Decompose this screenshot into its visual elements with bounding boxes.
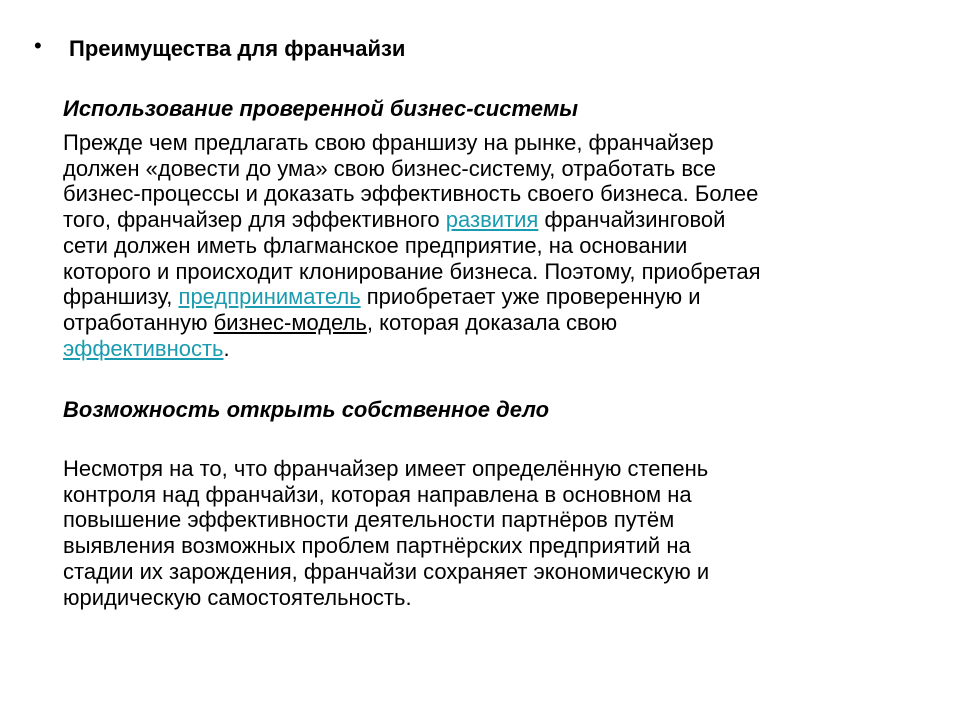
text-line: должен «довести до ума» свою бизнес-систему, отработать все [63, 155, 717, 181]
text-fragment: приобретает уже проверенную и [360, 284, 701, 310]
text-line: бизнес-процессы и доказать эффективность своего бизнеса. Более [63, 181, 759, 207]
text-line: Несмотря на то, что франчайзер имеет определённую степень [63, 456, 709, 481]
text-fragment: того, франчайзер для эффективного [63, 207, 446, 233]
text-fragment: , которая доказала свою [366, 309, 618, 335]
slide-heading: Преимущества для франчайзи [69, 36, 406, 61]
text-line: стадии их зарождения, франчайзи сохраняет экономическую и [63, 558, 710, 584]
text-fragment: франшизу, [63, 284, 179, 310]
text-line: которого и происходит клонирование бизнеса. Поэтому, приобретая [63, 258, 761, 284]
section-title-proven-system: Использование проверенной бизнес-системы [63, 96, 579, 121]
bullet-item [34, 33, 914, 67]
link-predprinimatel[interactable]: предприниматель [178, 284, 361, 310]
link-biznes-model[interactable]: бизнес-модель [213, 309, 367, 335]
text-line: сети должен иметь флагманское предприятие, на основании [63, 232, 688, 258]
text-line [63, 309, 912, 336]
link-effektivnost[interactable]: эффективность [63, 335, 224, 361]
bullet-dot-icon: • [34, 33, 42, 58]
text-line: контроля над франчайзи, которая направлена в основном на [63, 481, 692, 507]
text-line [63, 284, 912, 310]
text-line [63, 207, 912, 233]
text-line: выявления возможных проблем партнёрских предприятий на [63, 533, 691, 559]
paragraph-own-business [63, 456, 912, 610]
text-fragment: отработанную [63, 309, 214, 335]
section-title-own-business: Возможность открыть собственное дело [63, 397, 550, 422]
text-line: повышение эффективности деятельности партнёров путём [63, 507, 675, 533]
text-line: Прежде чем предлагать свою франшизу на рынке, франчайзер [63, 130, 714, 155]
link-razvitiya[interactable]: развития [445, 207, 539, 233]
paragraph-proven-system [63, 130, 912, 361]
text-fragment: франчайзинговой [538, 207, 726, 233]
text-fragment: . [223, 335, 230, 361]
text-line [63, 335, 912, 362]
text-line: юридическую самостоятельность. [63, 584, 412, 610]
